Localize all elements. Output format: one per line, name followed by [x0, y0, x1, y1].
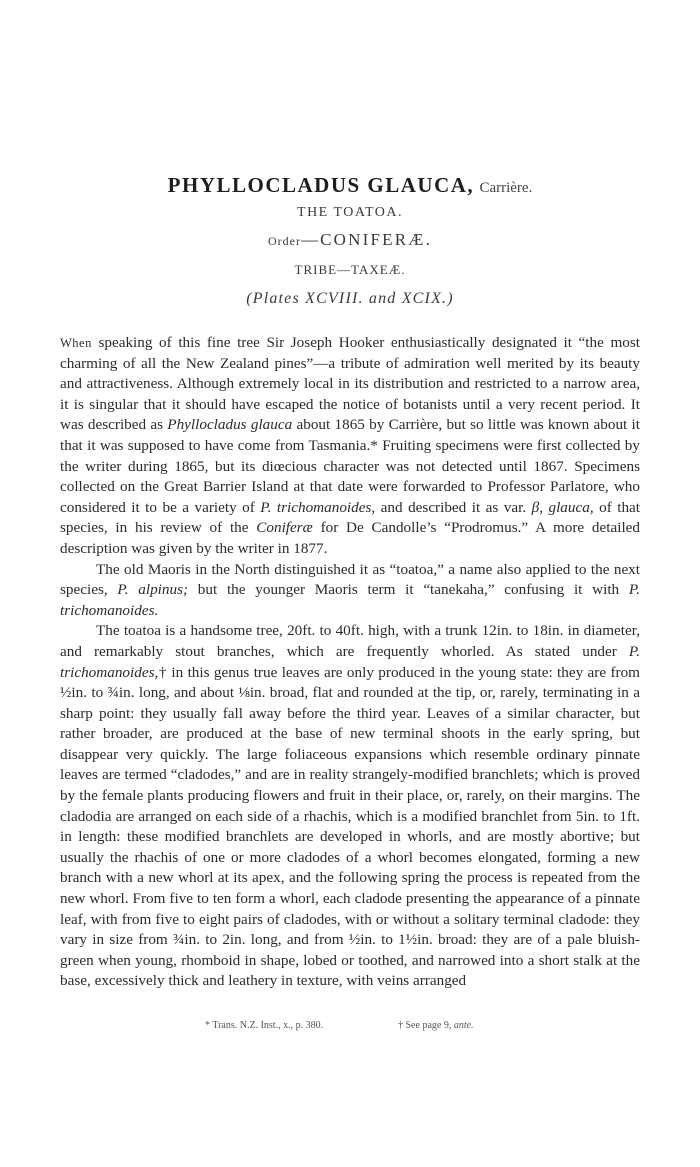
footnote-2-italic: ante.: [453, 1020, 474, 1031]
text-run: The old Maoris in the North distinguished it as “toatoa,” a name also applied to the next species,: [60, 560, 640, 599]
paragraph: [60, 333, 640, 560]
genus-name: PHYLLOCLADUS GLAUCA,: [167, 173, 475, 197]
italic-text: P. alpinus;: [117, 581, 189, 599]
common-name: THE TOATOA.: [297, 205, 403, 220]
text-run: The toatoa is a handsome tree, 20ft. to 40ft. high, with a trunk 12in. to 18in. in diameter, and remarkably stout branches, which are frequently whorled. As stated under: [60, 622, 640, 660]
tribe-line: TRIBE—TAXEÆ.: [294, 262, 406, 277]
paragraph-lead-word: When: [60, 336, 92, 350]
italic-text: P. trichomanoides,: [60, 642, 640, 681]
order-name: CONIFERÆ.: [320, 230, 433, 249]
page-title: [0, 170, 700, 203]
paragraph: [60, 621, 640, 992]
footnote-2: [398, 1020, 474, 1031]
text-run: of that species, in his review of the: [60, 498, 641, 537]
plates-reference: (Plates XCVIII. and XCIX.): [246, 290, 454, 307]
text-run: for De Candolle’s “Prodromus.” A more detailed description was given by the writer in 1877.: [60, 519, 640, 557]
italic-text: Phyllocladus glauca: [167, 416, 293, 434]
text-run: about 1865 by Carrière, but so little was known about it that it was supposed to have come from Tasmania.* Fruiting specimens were first collected by the writer during 1865, but its diœcious character was not detected until 1867. Specimens collected on the Great Barrier Island at that date were forwarded to Professor Parlatore, who considered it to be a variety of: [60, 416, 640, 516]
italic-text: P. trichomanoides,: [260, 498, 376, 516]
text-run: speaking of this fine tree Sir Joseph Hooker enthusiastically designated it “the most charming of all the New Zealand pines”—a tribute of admiration well merited by its beauty and attractiveness. Although extremely local in its distribution and restricted to a narrow area, it is singular that it should have escaped the notice of botanists until a very recent period. It was described as: [60, 334, 640, 434]
author-name: Carrière.: [479, 180, 533, 196]
paragraph: [60, 560, 640, 622]
text-run: † in this genus true leaves are only produced in the young state: they are from ½in. to ¾in. long, and about ⅛in. broad, flat and rounded at the tip, or, rarely, terminating in a sharp point: they usually fall away before the third year. Leaves of a similar character, but rather broader, are produced at the base of new terminal shoots in the early spring, but disappear very quickly. The large foliaceous expansions which resemble ordinary pinnate leaves are termed “cladodes,” and are in reality strangely-modified branchlets; which is proved by the female plants producing flowers and fruit in their place, or, rarely, on their margins. The cladodia are arranged on each side of a rhachis, which is a modified branchlet from 5in. to 1ft. in length: these modified branchlets are developed in whorls, and are mostly abortive; but usually the rhachis of one or more cladodes of a whorl becomes elongated, forming a new branch with a new whorl at its apex, and the following spring the process is repeated from the new whorl. From five to ten form a whorl, each cladode presenting the appearance of a pinnate leaf, with from five to eight pairs of cladodes, with or without a solitary terminal cladode: they vary in size from ¾in. to 2in. long, and from ½in. to 1½in. broad: they are of a pale bluish-green when young, rhomboid in shape, lobed or toothed, and narrowed into a short stalk at the base, excessively thick and leathery in texture, with veins arranged: [60, 663, 640, 990]
order-line: Order—CONIFERÆ.: [267, 230, 433, 249]
footnote-1: * Trans. N.Z. Inst., x., p. 380.: [205, 1020, 324, 1031]
footnote-2-text: † See page 9,: [398, 1020, 454, 1031]
italic-text: P. trichomanoides.: [60, 581, 641, 619]
order-label: Order: [267, 234, 301, 248]
text-run: but the younger Maoris term it “tanekaha,” confusing it with: [188, 581, 629, 599]
body-text: [60, 333, 640, 992]
italic-text: β, glauca,: [531, 498, 594, 516]
text-run: and described it as var.: [375, 498, 532, 516]
italic-text: Coniferæ: [256, 519, 313, 537]
